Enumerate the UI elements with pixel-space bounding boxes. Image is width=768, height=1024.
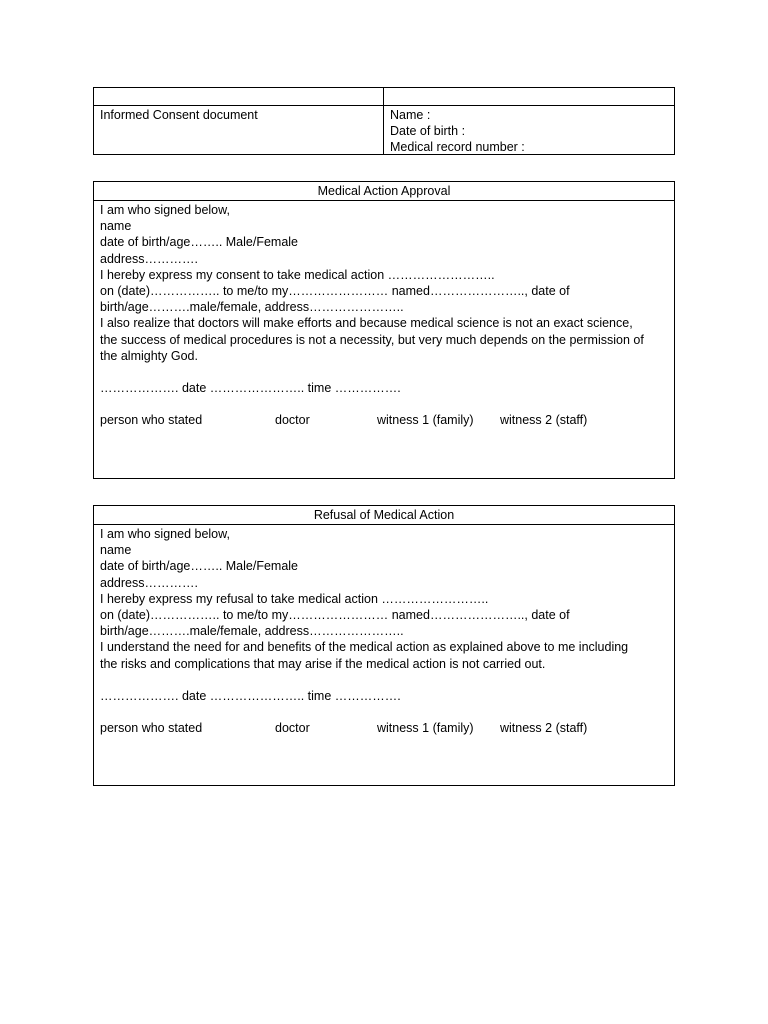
refusal-line: I understand the need for and benefits of the medical action as explained above to me including xyxy=(100,640,629,655)
refusal-line: address…………. xyxy=(100,575,198,590)
header-info-row xyxy=(94,106,674,155)
approval-line: the almighty God. xyxy=(100,348,198,363)
approval-body xyxy=(94,201,674,432)
signature-witness-staff: witness 2 (staff) xyxy=(500,721,588,736)
refusal-spacer xyxy=(100,672,668,688)
header-empty-cell-right xyxy=(384,88,674,105)
signature-doctor: doctor xyxy=(275,721,310,736)
refusal-title: Refusal of Medical Action xyxy=(94,506,674,525)
refusal-line: the risks and complications that may arise if the medical action is not carried out. xyxy=(100,656,546,671)
refusal-line: I hereby express my refusal to take medical action …………………….. xyxy=(100,591,489,606)
approval-line: address…………. xyxy=(100,251,198,266)
approval-signature-row xyxy=(100,413,668,431)
approval-line: name xyxy=(100,219,132,234)
approval-spacer xyxy=(100,364,668,380)
signature-doctor: doctor xyxy=(275,413,310,428)
name-label: Name : xyxy=(390,108,431,122)
approval-line: I am who signed below, xyxy=(100,203,230,217)
refusal-signature-row xyxy=(100,721,668,739)
dob-label: Date of birth : xyxy=(390,124,466,138)
approval-section xyxy=(93,181,675,479)
refusal-body xyxy=(94,525,674,740)
signature-person-who-stated: person who stated xyxy=(100,413,203,428)
header-empty-row xyxy=(94,88,674,106)
document-title: Informed Consent document xyxy=(100,108,258,122)
approval-title: Medical Action Approval xyxy=(94,182,674,201)
signature-person-who-stated: person who stated xyxy=(100,721,203,736)
refusal-line: I am who signed below, xyxy=(100,527,230,541)
approval-datetime-line: ………………. date ………………….. time ……………. xyxy=(100,381,401,396)
approval-line: I hereby express my consent to take medical action …………………….. xyxy=(100,267,495,282)
signature-witness-family: witness 1 (family) xyxy=(377,413,474,428)
header-empty-cell-left xyxy=(94,88,384,105)
mrn-label: Medical record number : xyxy=(390,140,525,154)
refusal-line: birth/age……….male/female, address………………….. xyxy=(100,624,404,639)
approval-line: birth/age……….male/female, address………………….. xyxy=(100,300,404,315)
approval-line: I also realize that doctors will make efforts and because medical science is not an exact science, xyxy=(100,316,633,331)
refusal-section xyxy=(93,505,675,786)
approval-line: on (date)…………….. to me/to my…………………… named………………….., date of xyxy=(100,283,570,298)
approval-line: date of birth/age…….. Male/Female xyxy=(100,235,299,250)
refusal-line: on (date)…………….. to me/to my…………………… named………………….., date of xyxy=(100,607,570,622)
refusal-line: name xyxy=(100,543,132,558)
patient-header-table xyxy=(93,87,675,155)
signature-witness-family: witness 1 (family) xyxy=(377,721,474,736)
refusal-datetime-line: ………………. date ………………….. time ……………. xyxy=(100,688,401,703)
header-title-cell xyxy=(94,106,384,155)
signature-witness-staff: witness 2 (staff) xyxy=(500,413,588,428)
patient-info-cell xyxy=(384,106,674,155)
approval-line: the success of medical procedures is not a necessity, but very much depends on the permission of xyxy=(100,332,644,347)
refusal-line: date of birth/age…….. Male/Female xyxy=(100,559,299,574)
